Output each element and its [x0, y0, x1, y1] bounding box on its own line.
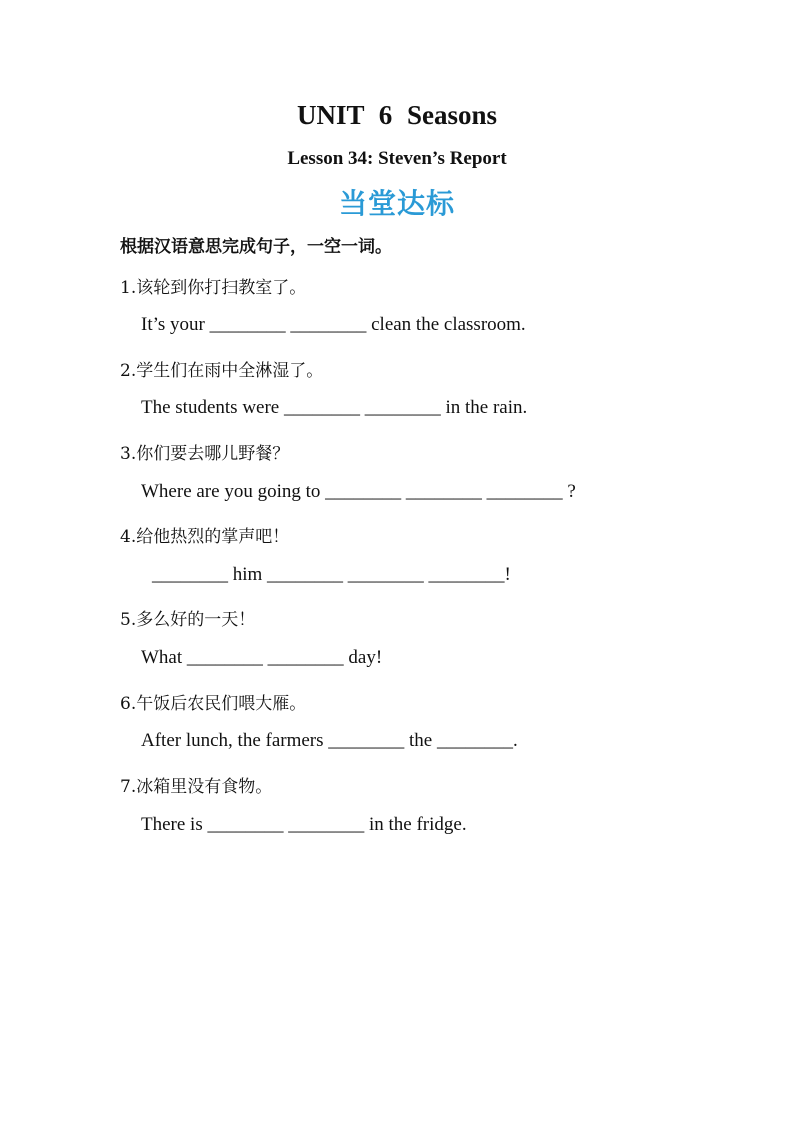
lesson-title: Lesson 34: Steven’s Report: [287, 148, 507, 169]
question-5-sentence: What ________ ________ day!: [141, 647, 383, 668]
question-1-sentence: It’s your ________ ________ clean the classroom.: [141, 314, 526, 335]
question-4-sentence: ________ him ________ ________ ________!: [152, 564, 511, 585]
question-7-prompt: 7.冰箱里没有食物。: [120, 777, 273, 797]
question-3-prompt: 3.你们要去哪儿野餐？: [120, 444, 290, 464]
question-4-prompt: 4.给他热烈的掌声吧！: [120, 527, 290, 547]
question-6-prompt: 6.午饭后农民们喂大雁。: [120, 694, 307, 714]
question-1-prompt: 1.该轮到你打扫教室了。: [120, 278, 307, 298]
question-2-sentence: The students were ________ ________ in the rain.: [141, 397, 528, 418]
section-heading: 当堂达标: [338, 187, 455, 220]
question-2-prompt: 2.学生们在雨中全淋湿了。: [120, 361, 324, 381]
instruction-text: 根据汉语意思完成句子，一空一词。: [120, 237, 392, 257]
question-6-sentence: After lunch, the farmers ________ the ________.: [141, 730, 518, 751]
question-5-prompt: 5.多么好的一天！: [120, 610, 256, 630]
question-3-sentence: Where are you going to ________ ________ ________ ?: [141, 481, 576, 502]
question-7-sentence: There is ________ ________ in the fridge.: [141, 814, 467, 835]
unit-title: UNIT 6 Seasons: [296, 100, 498, 130]
